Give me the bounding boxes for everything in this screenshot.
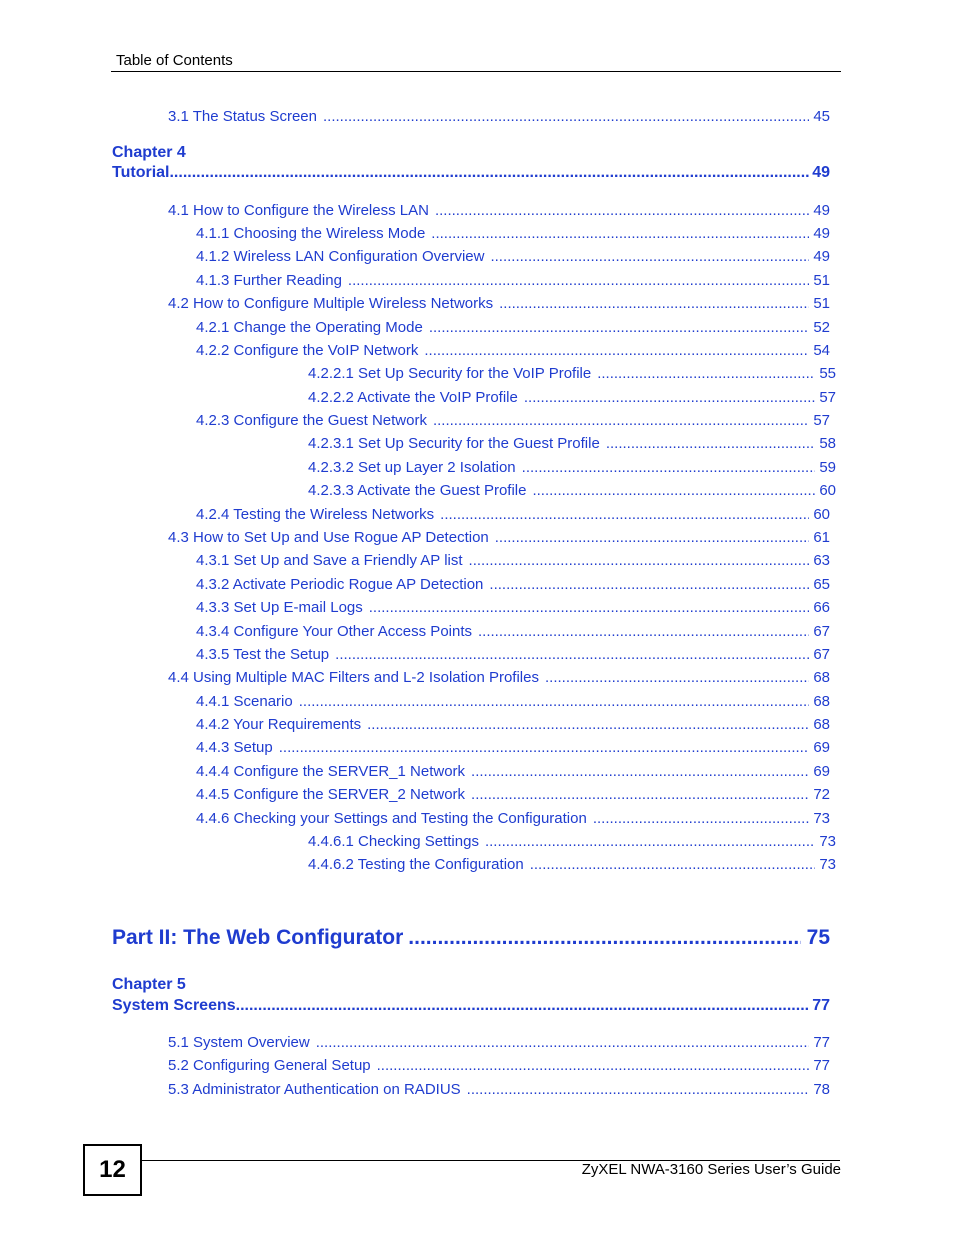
toc-entry-page: 73 [819,833,836,850]
toc-entry-title: 4.4.6.1 Checking Settings [308,833,479,850]
toc-entry[interactable] [168,529,830,547]
toc-entry-page: 77 [813,1057,830,1074]
toc-part-entry[interactable] [112,926,830,950]
toc-entry[interactable] [196,576,830,594]
toc-entry-title: 4.2.2 Configure the VoIP Network [196,342,419,359]
toc-entry-title: 4.3.4 Configure Your Other Access Points [196,623,472,640]
toc-entry[interactable] [196,763,830,781]
page-number-box [83,1144,142,1196]
header-rule [111,71,841,72]
toc-entry-page: 59 [819,459,836,476]
toc-entry-title: 5.1 System Overview [168,1034,310,1051]
toc-entry[interactable] [196,412,830,430]
toc-entry-page: 45 [813,108,830,125]
toc-entry[interactable] [168,295,830,313]
toc-entry-title: Part II: The Web Configurator [112,926,404,949]
toc-entry[interactable] [196,599,830,617]
toc-entry-page: 51 [813,272,830,289]
toc-entry-page: 67 [813,623,830,640]
page-number: 12 [99,1156,126,1183]
toc-entry-page: 60 [819,482,836,499]
toc-entry-title: 4.1.2 Wireless LAN Configuration Overview [196,248,485,265]
toc-entry-page: 49 [813,202,830,219]
toc-entry-page: 72 [813,786,830,803]
toc-chapter-entry[interactable] [112,164,830,182]
toc-entry-page: 54 [813,342,830,359]
toc-entry-page: 57 [813,412,830,429]
toc-entry-page: 55 [819,365,836,382]
toc-entry-title: 4.2 How to Configure Multiple Wireless Networks [168,295,494,312]
toc-entry-page: 49 [812,164,830,181]
toc-entry-page: 52 [813,319,830,336]
toc-entry-title: 5.3 Administrator Authentication on RADIUS [168,1081,461,1098]
toc-entry[interactable] [196,319,830,337]
toc-entry[interactable] [196,225,830,243]
toc-entry[interactable] [308,856,836,874]
toc-entry-page: 69 [813,763,830,780]
toc-entry-title: 4.3.2 Activate Periodic Rogue AP Detection [196,576,484,593]
toc-entry[interactable] [196,786,830,804]
toc-entry-page: 49 [813,248,830,265]
toc-entry[interactable] [308,365,836,383]
toc-entry[interactable] [168,669,830,687]
toc-entry-title: 4.2.3.2 Set up Layer 2 Isolation [308,459,516,476]
toc-entry[interactable] [168,202,830,220]
chapter-label: Chapter 5 [112,976,186,993]
toc-entry-title: Tutorial [112,164,170,181]
toc-entry-page: 63 [813,552,830,569]
toc-entry-page: 77 [813,1034,830,1051]
toc-entry[interactable] [168,1057,830,1075]
toc-entry-page: 49 [813,225,830,242]
toc-entry-page: 61 [813,529,830,546]
toc-entry[interactable] [196,810,830,828]
toc-entry-page: 68 [813,693,830,710]
toc-entry-title: 4.1.3 Further Reading [196,272,342,289]
toc-entry-title: 4.2.3 Configure the Guest Network [196,412,427,429]
toc-entry-page: 68 [813,716,830,733]
toc-entry[interactable] [168,1034,830,1052]
toc-entry-title: 4.3 How to Set Up and Use Rogue AP Detection [168,529,489,546]
toc-entry-page: 73 [819,856,836,873]
toc-entry-title: 4.1.1 Choosing the Wireless Mode [196,225,426,242]
toc-entry-page: 57 [819,389,836,406]
toc-entry[interactable] [196,693,830,711]
toc-chapter-entry[interactable] [112,997,830,1015]
toc-entry[interactable] [308,833,836,851]
toc-entry-title: 4.4.5 Configure the SERVER_2 Network [196,786,466,803]
toc-entry[interactable] [196,646,830,664]
toc-entry-title: 3.1 The Status Screen [168,108,317,125]
toc-entry-title: 4.4.4 Configure the SERVER_1 Network [196,763,466,780]
toc-entry-page: 51 [813,295,830,312]
toc-entry-page: 77 [812,997,830,1014]
toc-entry-title: 5.2 Configuring General Setup [168,1057,371,1074]
toc-entry[interactable] [196,552,830,570]
toc-entry-title: 4.4.2 Your Requirements [196,716,362,733]
toc-entry-title: 4.2.1 Change the Operating Mode [196,319,423,336]
toc-entry-title: 4.2.4 Testing the Wireless Networks [196,506,435,523]
toc-entry-page: 73 [813,810,830,827]
toc-entry-page: 58 [819,435,836,452]
toc-entry[interactable] [308,459,836,477]
toc-entry-page: 68 [813,669,830,686]
toc-entry[interactable] [168,108,830,126]
toc-entry-title: 4.2.2.1 Set Up Security for the VoIP Profile [308,365,592,382]
toc-entry[interactable] [196,739,830,757]
toc-entry[interactable] [196,623,830,641]
toc-entry-title: 4.4.6 Checking your Settings and Testing the Configuration [196,810,587,827]
toc-entry-page: 78 [813,1081,830,1098]
toc-entry-title: 4.4 Using Multiple MAC Filters and L-2 Isolation Profiles [168,669,539,686]
toc-entry[interactable] [196,506,830,524]
toc-entry-title: 4.2.2.2 Activate the VoIP Profile [308,389,518,406]
toc-entry[interactable] [196,272,830,290]
toc-entry-title: 4.2.3.3 Activate the Guest Profile [308,482,527,499]
toc-entry-title: 4.4.6.2 Testing the Configuration [308,856,524,873]
toc-entry-title: 4.3.5 Test the Setup [196,646,330,663]
toc-entry[interactable] [196,342,830,360]
footer-guide-title: ZyXEL NWA-3160 Series User’s Guide [581,1161,841,1178]
toc-entry[interactable] [308,482,836,500]
toc-entry[interactable] [308,389,836,407]
toc-entry-title: 4.3.1 Set Up and Save a Friendly AP list [196,552,463,569]
toc-entry-title: 4.4.1 Scenario [196,693,293,710]
toc-entry-page: 67 [813,646,830,663]
toc-entry-title: 4.1 How to Configure the Wireless LAN [168,202,429,219]
toc-entry[interactable] [308,435,836,453]
toc-entry[interactable] [168,1081,830,1099]
toc-entry-page: 65 [813,576,830,593]
toc-entry-title: 4.4.3 Setup [196,739,273,756]
toc-entry[interactable] [196,716,830,734]
toc-entry-page: 66 [813,599,830,616]
header-title: Table of Contents [116,52,233,69]
toc-entry-page: 60 [813,506,830,523]
toc-entry-page: 69 [813,739,830,756]
toc-entry-title: System Screens [112,997,236,1014]
toc-entry-title: 4.3.3 Set Up E-mail Logs [196,599,363,616]
toc-entry[interactable] [196,248,830,266]
toc-entry-page: 75 [806,926,830,949]
toc-entry-title: 4.2.3.1 Set Up Security for the Guest Profile [308,435,600,452]
chapter-label: Chapter 4 [112,144,186,161]
